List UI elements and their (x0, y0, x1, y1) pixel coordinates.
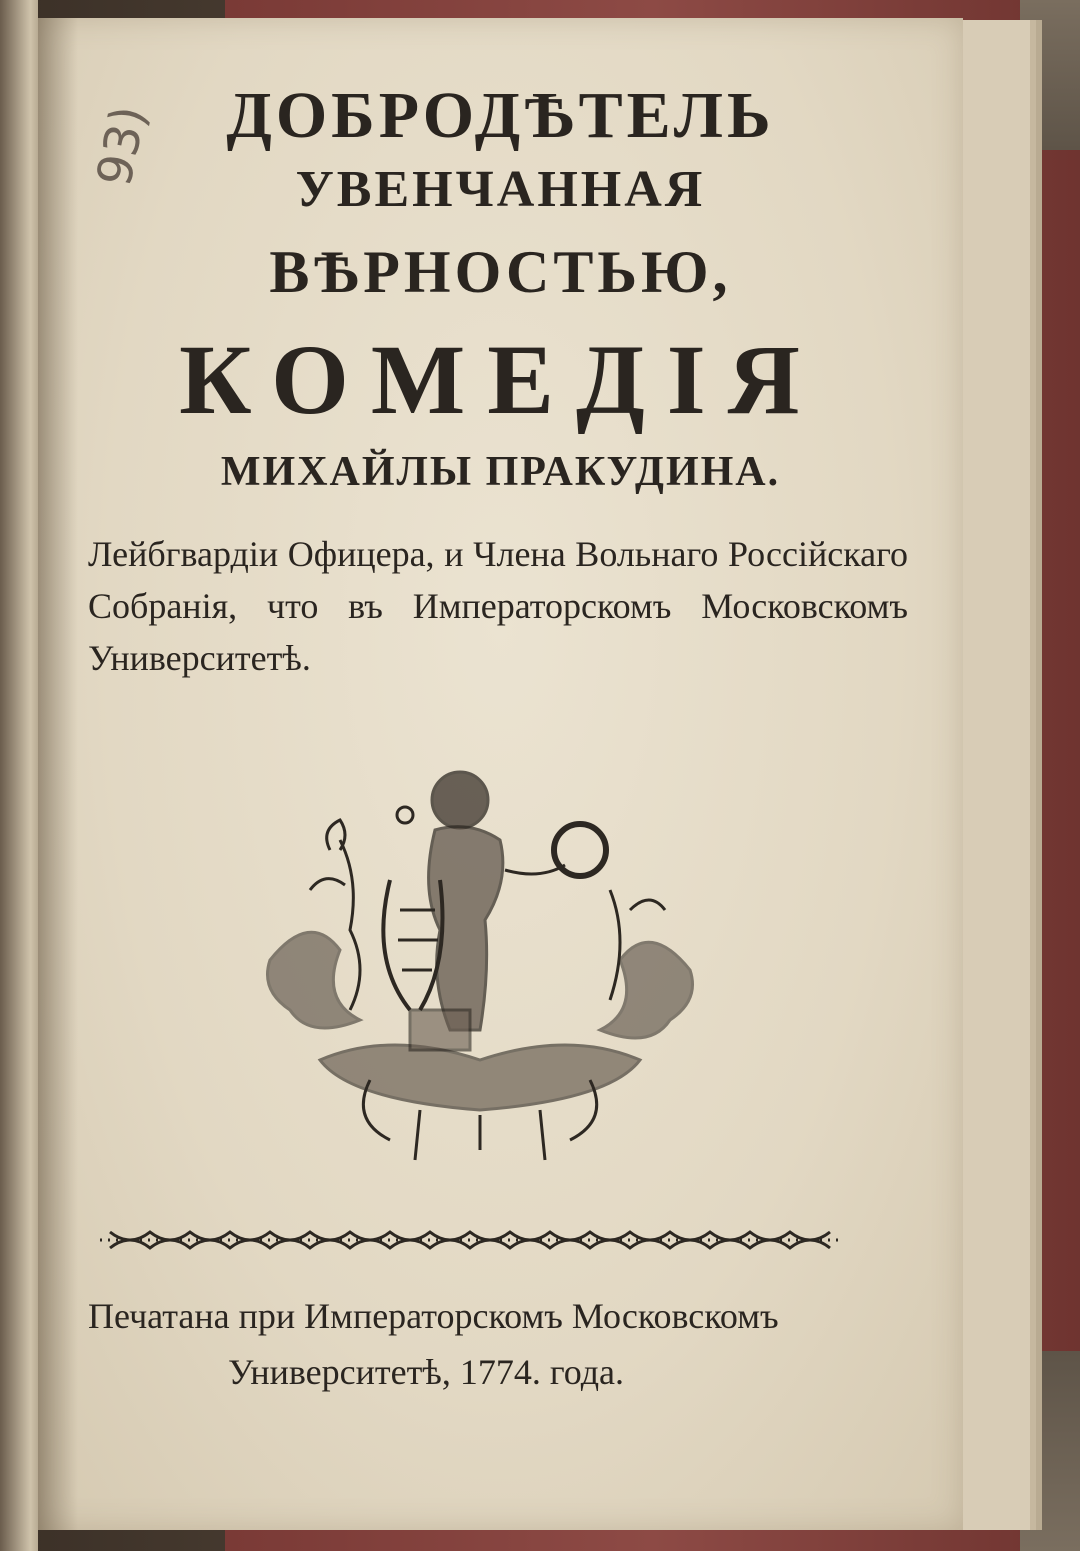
printer-ornament-vignette (250, 760, 710, 1200)
author-line: МИХАЙЛЫ ПРАКУДИНА. (220, 449, 781, 495)
handwritten-shelfmark: 93) (86, 101, 158, 191)
ornamental-rule (90, 1220, 850, 1260)
imprint-line-2: Университетѣ, 1774. года. (228, 1352, 624, 1392)
title-line-2: УВЕНЧАННАЯ (295, 161, 706, 218)
author-description: Лейбгвардіи Офицера, и Члена Вольнаго Россійскаго Собранія, что въ Императорскомъ Московскомъ Университетѣ. (88, 534, 908, 678)
title-line-1: ДОБРОДѢТЕЛЬ (226, 79, 775, 152)
imprint-line-1: Печатана при Императорскомъ Московскомъ (88, 1296, 779, 1336)
left-page-edge (0, 0, 38, 1551)
imprint (88, 1288, 928, 1400)
title-genre: КОМЕДІЯ (179, 324, 822, 435)
title-line-3: ВѢРНОСТЬЮ, (269, 239, 732, 305)
